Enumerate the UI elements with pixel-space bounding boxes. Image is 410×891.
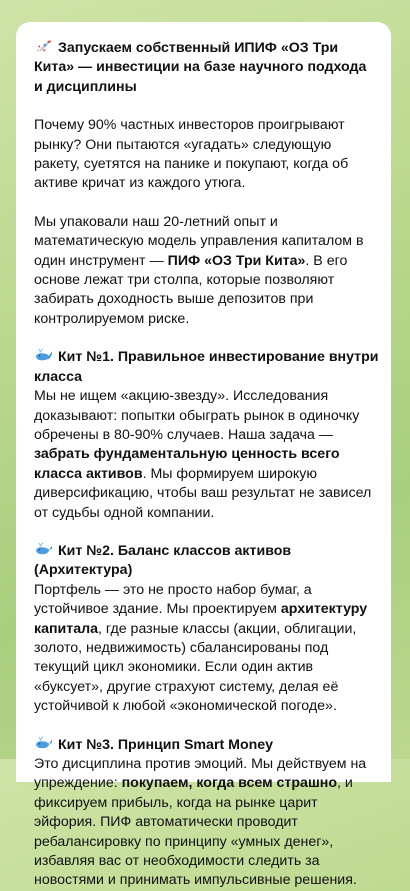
whale-section-2 xyxy=(34,542,379,717)
whale-icon xyxy=(34,736,54,750)
whale-heading-1-text: Кит №1. Правильное инвестирование внутри класса xyxy=(34,349,379,385)
message-bubble xyxy=(16,22,391,889)
intro-paragraph-2 xyxy=(34,213,379,329)
whale-body-3-part-1: Это дисциплина против эмоций. Мы действуем на упреждение: xyxy=(34,756,367,792)
whale-body-3-bold: покупаем, когда всем страшно xyxy=(121,775,338,792)
whale-section-3 xyxy=(34,736,379,891)
whale-heading-1 xyxy=(34,348,379,387)
whale-body-3-part-2: , и фиксируем прибыль, когда на рынке царит эйфория. ПИФ автоматически проводит ребалансировку по принципу «умных денег», избавляя вас от необходимости следить за новостями и принимать импульсивные решения. xyxy=(34,775,357,889)
intro-paragraph-1: Почему 90% частных инвесторов проигрывают рынку? Они пытаются «угадать» следующую ракету, суетятся на панике и покупают, когда об активе кричат из каждого утюга. xyxy=(34,117,349,192)
fund-name: ПИФ «ОЗ Три Кита» xyxy=(167,252,306,269)
whale-section-1 xyxy=(34,348,379,523)
whale-icon xyxy=(34,348,54,362)
intro-text-after: . В его основе лежат три столпа, которые позволяют забирать доходность выше депозитов при контролируемом риске. xyxy=(34,252,348,327)
whale-body-3 xyxy=(34,755,379,891)
rocket-icon xyxy=(34,39,54,53)
post-title xyxy=(34,39,379,97)
whale-body-1-bold: забрать фундаментальную ценность всего класса активов xyxy=(34,446,340,482)
whale-body-1-part-1: Мы не ищем «акцию-звезду». Исследования доказывают: попытки обыграть рынок в одиночку обречены в 80-90% случаев. Наша задача — xyxy=(34,388,360,443)
whale-heading-3 xyxy=(34,736,379,755)
whale-body-2 xyxy=(34,581,379,717)
post-title-text: Запускаем собственный ИПИФ «ОЗ Три Кита» — инвестиции на базе научного подхода и дисциплины xyxy=(34,40,367,95)
intro-text-before: Мы упаковали наш 20-летний опыт и математическую модель управления капиталом в один инструмент — xyxy=(34,213,364,269)
whale-heading-2-text: Кит №2. Баланс классов активов (Архитектура) xyxy=(34,542,292,579)
whale-body-1-part-2: . Мы формируем широкую диверсификацию, чтобы ваш результат не зависел от судьбы одной компании. xyxy=(34,465,372,521)
whale-body-1 xyxy=(34,387,379,523)
whale-icon xyxy=(34,542,54,556)
whale-body-2-bold: архитектуру капитала xyxy=(34,601,368,637)
whale-heading-3-text: Кит №3. Принцип Smart Money xyxy=(58,736,274,753)
whale-body-2-part-2: , где разные классы (акции, облигации, золото, недвижимость) сбалансированы под текущий цикл экономики. Если один актив «буксует», другие страхуют систему, делая её устойчивой к любой «экономической погоде». xyxy=(34,620,357,715)
whale-body-2-part-1: Портфель — это не просто набор бумаг, а устойчивое здание. Мы проектируем xyxy=(34,581,312,618)
whale-heading-2 xyxy=(34,542,379,581)
